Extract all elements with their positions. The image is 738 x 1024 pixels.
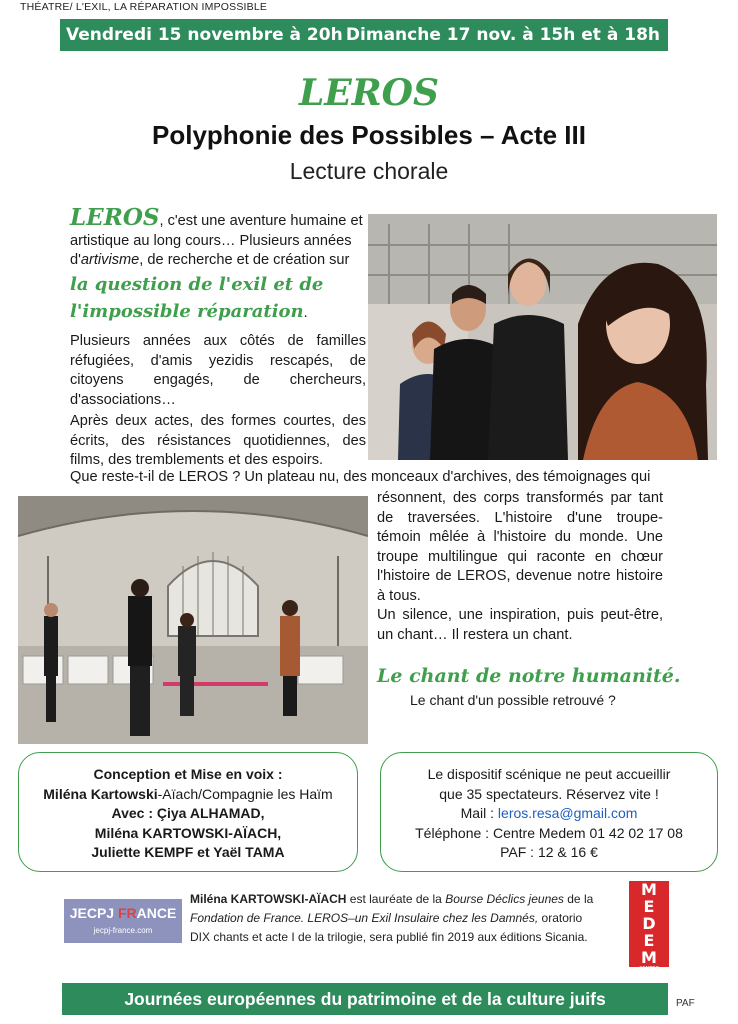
performers-photo-image — [368, 214, 717, 460]
credits-compagnie: -Aïach/Compagnie les Haïm — [157, 785, 333, 802]
laureat-t2: de la — [563, 892, 594, 906]
performers-photo — [368, 214, 717, 460]
laureat-paragraph — [190, 890, 600, 947]
medem-letter: E — [643, 897, 655, 916]
reservation-box — [380, 752, 718, 872]
intro-italic: artivisme — [80, 252, 140, 268]
footer-banner: Journées européennes du patrimoine et de la culture juifs — [62, 983, 668, 1015]
intro-text-2: , de recherche et de création sur — [139, 252, 350, 268]
phone-info: Téléphone : Centre Medem 01 42 02 17 08 — [415, 824, 683, 841]
medem-letter: E — [643, 931, 655, 950]
credits-box — [18, 752, 358, 872]
jecpj-logo — [64, 899, 182, 943]
paragraph-troupe: résonnent, des corps transformés par tant de traversées. L'histoire d'une troupe-témoin mêlée à l'histoire du monde. Une troupe multilingue qui raconte en chœur l'histoire de LEROS, devenue notre histoire à tous. — [377, 490, 663, 604]
subtitle: Polyphonie des Possibles – Acte III — [152, 120, 586, 150]
chant-possible: Le chant d'un possible retrouvé ? — [410, 692, 616, 708]
paragraph-reste-line: Que reste-t-il de LEROS ? Un plateau nu, des monceaux d'archives, des témoignages qui — [70, 469, 651, 485]
date-banner — [60, 19, 668, 51]
intro-green-1: la question de l'exil et de — [70, 273, 324, 295]
laureat-name: Miléna KARTOWSKI-AÏACH — [190, 892, 347, 906]
intro-leros: LEROS — [70, 204, 160, 231]
main-title: LEROS — [298, 72, 440, 114]
laureat-t1: est lauréate de la — [346, 892, 446, 906]
centre-medem-logo — [629, 880, 669, 978]
medem-letter: M — [641, 948, 657, 967]
medem-subtitle: CENTRE MEDEM — [638, 966, 660, 978]
jecpj-url: jecpj-france.com — [93, 926, 153, 935]
jecpj-b: ANCE — [136, 905, 177, 921]
intro-text: , c'est une aventure humaine et artistique au long cours… Plusieurs années d' — [70, 213, 363, 268]
credits-conception: Conception et Mise en voix : — [93, 766, 283, 782]
paragraph-families: Plusieurs années aux côtés de familles réfugiées, d'amis yezidis rescapés, de citoyens engagés, de chercheurs, d'associations… — [70, 333, 366, 408]
credits-milena: Miléna KARTOWSKI-AÏACH, — [94, 824, 282, 841]
price-info: PAF : 12 & 16 € — [500, 844, 598, 860]
medem-letter: M — [641, 880, 657, 899]
credits-milena-bold: Miléna Kartowski — [43, 785, 158, 802]
intro-dot: . — [303, 304, 308, 321]
laureat-fondation: Fondation de France. LEROS–un Exil Insulaire chez les Damnés, — [190, 911, 539, 925]
mail-label: Mail : — [460, 805, 498, 821]
jecpj-logo-text — [64, 905, 182, 921]
medem-letter: D — [642, 914, 656, 933]
lecture-chorale: Lecture chorale — [289, 158, 449, 184]
rehearsal-hall-photo — [18, 496, 368, 744]
paragraph-silence: Un silence, une inspiration, puis peut-être, un chant… Il restera un chant. — [377, 607, 663, 643]
credits-juliette-yael: Juliette KEMPF et Yaël TAMA — [91, 844, 285, 860]
rehearsal-hall-photo-image — [18, 496, 368, 744]
paragraph-actes: Après deux actes, des formes courtes, des écrits, des résistances quotidiennes, des films, des tremblements et des espoirs. — [70, 413, 366, 468]
mail-link[interactable]: leros.resa@gmail.com — [497, 805, 638, 821]
intro-green-2: l'impossible réparation — [70, 300, 304, 322]
paf-label: PAF — [676, 998, 695, 1009]
credits-avec: Avec : Çiya ALHAMAD, — [111, 805, 265, 821]
reservation-spectators: que 35 spectateurs. Réservez vite ! — [439, 785, 659, 802]
date-sunday: Dimanche 17 nov. à 15h et à 18h — [345, 25, 660, 45]
intro-paragraph — [70, 204, 368, 325]
laureat-t3: oratorio DIX chants et acte I de la trilogie, sera publié fin 2019 aux éditions Sicania. — [190, 911, 588, 944]
chant-humanite: Le chant de notre humanité. — [377, 665, 681, 687]
date-friday: Vendredi 15 novembre à 20h — [66, 25, 343, 45]
header-category: THÉATRE/ L'EXIL, LA RÉPARATION IMPOSSIBLE — [20, 1, 268, 13]
reservation-capacity: Le dispositif scénique ne peut accueillir — [427, 766, 671, 782]
jecpj-a: JECPJ — [69, 905, 118, 921]
jecpj-fr: FR — [117, 905, 137, 921]
laureat-bourse: Bourse Déclics jeunes — [445, 892, 564, 906]
